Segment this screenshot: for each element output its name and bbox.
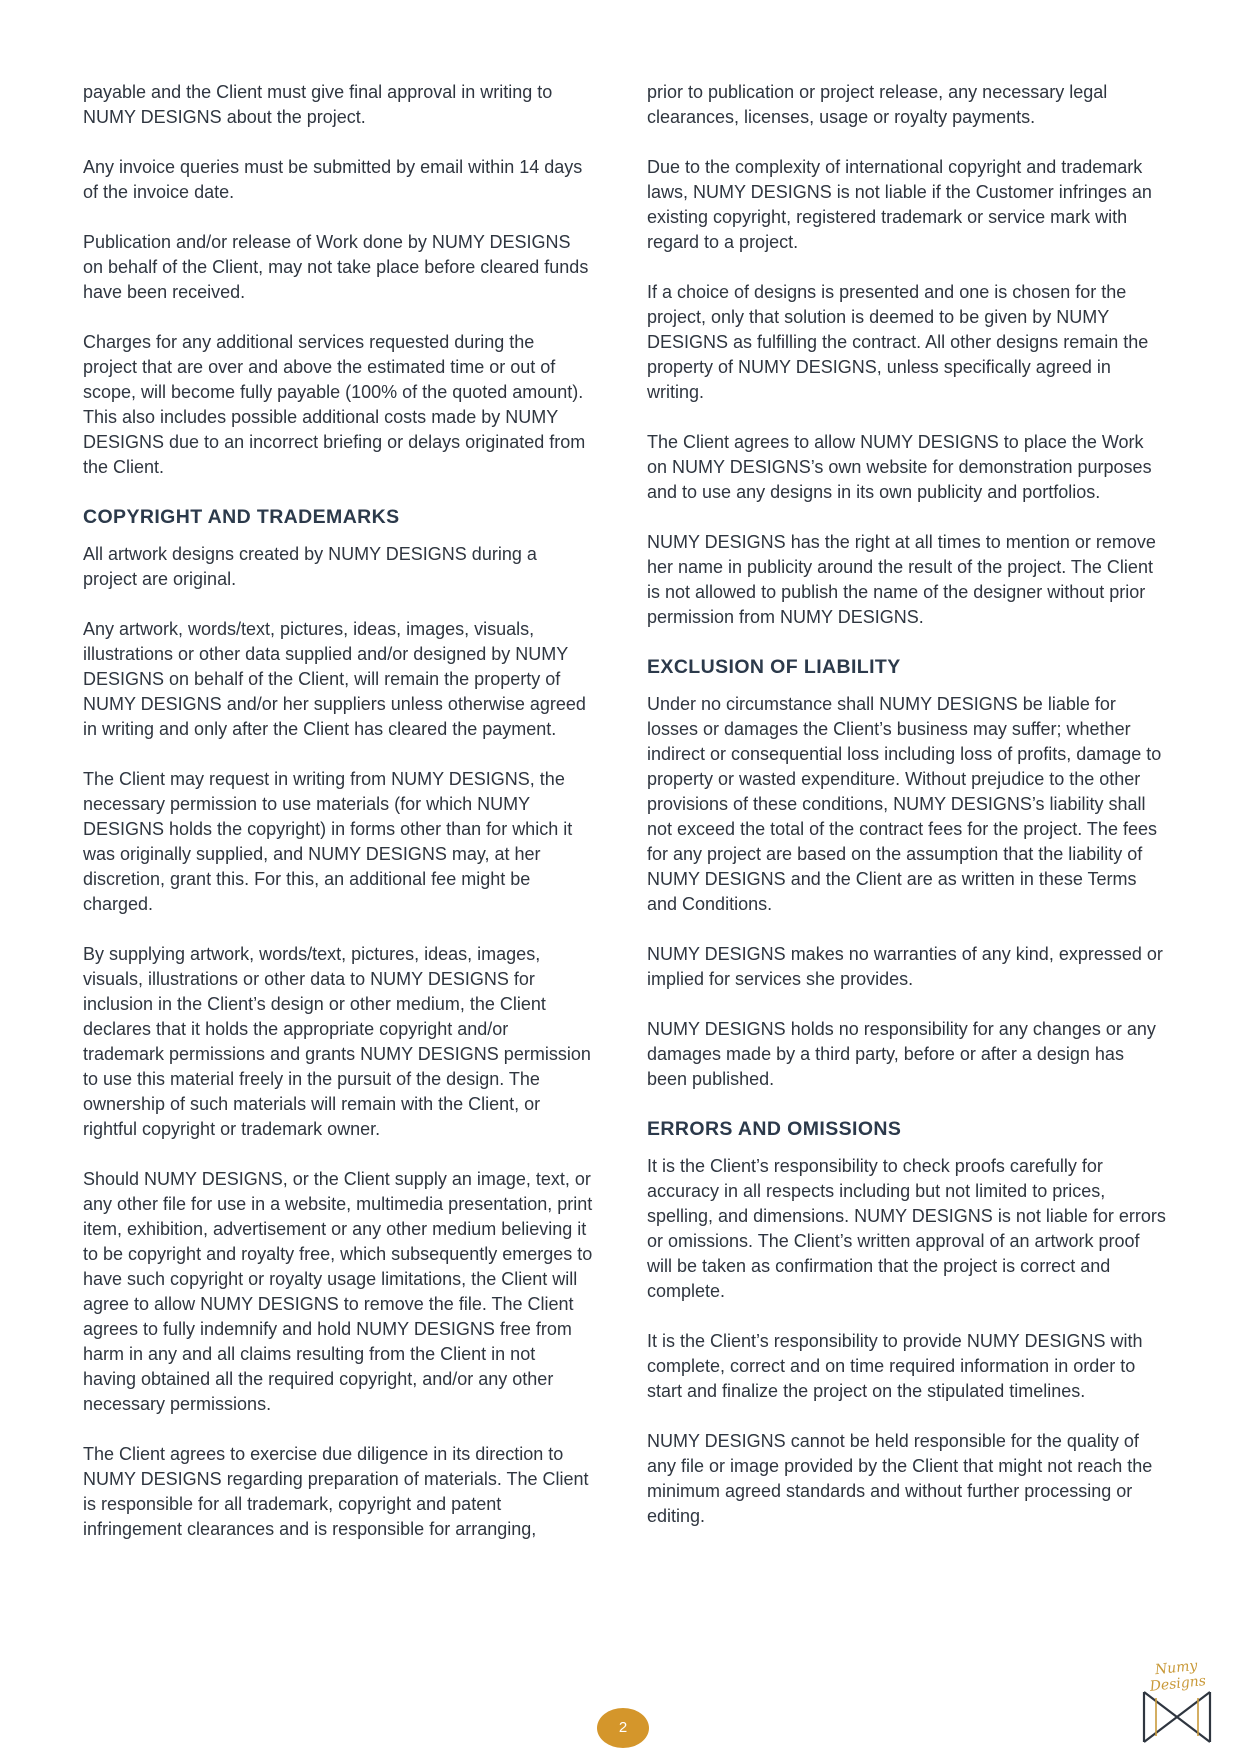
numy-designs-monogram-icon — [1140, 1686, 1214, 1748]
right-column — [647, 80, 1167, 1554]
paragraph: Under no circumstance shall NUMY DESIGNS be liable for losses or damages the Client’s business may suffer; whether indirect or consequential loss including loss of profits, damage to property or wasted expenditure. Without prejudice to the other provisions of these conditions, NUMY DESIGNS’s liability shall not exceed the total of the contract fees for the project. The fees for any project are based on the assumption that the liability of NUMY DESIGNS and the Client are as written in these Terms and Conditions. — [647, 694, 1162, 914]
paragraph: Charges for any additional services requested during the project that are over and above the estimated time or out of scope, will become fully payable (100% of the quoted amount). This also includes possible additional costs made by NUMY DESIGNS due to an incorrect briefing or delays originated from the Client. — [83, 332, 586, 477]
paragraph: Publication and/or release of Work done by NUMY DESIGNS on behalf of the Client, may not take place before cleared funds have been received. — [83, 232, 589, 302]
paragraph: NUMY DESIGNS cannot be held responsible for the quality of any file or image provided by the Client that might not reach the minimum agreed standards and without further processing or editing. — [647, 1431, 1153, 1526]
paragraph: NUMY DESIGNS has the right at all times to mention or remove her name in publicity around the result of the project. The Client is not allowed to publish the name of the designer without prior permission from NUMY DESIGNS. — [647, 532, 1156, 627]
paragraph: Should NUMY DESIGNS, or the Client supply an image, text, or any other file for use in a website, multimedia presentation, print item, exhibition, advertisement or any other medium believing it to be copyright and royalty free, which subsequently emerges to have such copyright or royalty usage limitations, the Client will agree to allow NUMY DESIGNS to remove the file. The Client agrees to fully indemnify and hold NUMY DESIGNS free from harm in any and all claims resulting from the Client in not having obtained all the required copyright, and/or any other necessary permissions. — [83, 1169, 593, 1414]
left-column — [83, 80, 593, 1567]
paragraph: Any artwork, words/text, pictures, ideas, images, visuals, illustrations or other data supplied and/or designed by NUMY DESIGNS on behalf of the Client, will remain the property of NUMY DESIGNS and/or her suppliers unless otherwise agreed in writing and only after the Client has cleared the payment. — [83, 619, 586, 739]
section-heading: EXCLUSION OF LIABILITY — [647, 656, 901, 678]
paragraph: If a choice of designs is presented and one is chosen for the project, only that solution is deemed to be given by NUMY DESIGNS as fulfilling the contract. All other designs remain the property of NUMY DESIGNS, unless specifically agreed in writing. — [647, 282, 1149, 402]
paragraph: prior to publication or project release, any necessary legal clearances, licenses, usage or royalty payments. — [647, 82, 1108, 127]
paragraph: The Client agrees to allow NUMY DESIGNS to place the Work on NUMY DESIGNS’s own website for demonstration purposes and to use any designs in its own publicity and portfolios. — [647, 432, 1152, 502]
paragraph: Due to the complexity of international copyright and trademark laws, NUMY DESIGNS is not liable if the Customer infringes an existing copyright, registered trademark or service mark with regard to a project. — [647, 157, 1152, 252]
paragraph: It is the Client’s responsibility to check proofs carefully for accuracy in all respects including but not limited to prices, spelling, and dimensions. NUMY DESIGNS is not liable for errors or omissions. The Client’s written approval of an artwork proof will be taken as confirmation that the project is correct and complete. — [647, 1156, 1166, 1301]
section-heading: ERRORS AND OMISSIONS — [647, 1118, 902, 1140]
paragraph: All artwork designs created by NUMY DESIGNS during a project are original. — [83, 544, 537, 589]
paragraph: payable and the Client must give final approval in writing to NUMY DESIGNS about the project. — [83, 82, 553, 127]
section-heading: COPYRIGHT AND TRADEMARKS — [83, 506, 400, 528]
paragraph: Any invoice queries must be submitted by email within 14 days of the invoice date. — [83, 157, 583, 202]
paragraph: By supplying artwork, words/text, pictures, ideas, images, visuals, illustrations or other data to NUMY DESIGNS for inclusion in the Client’s design or other medium, the Client declares that it holds the appropriate copyright and/or trademark permissions and grants NUMY DESIGNS permission to use this material freely in the pursuit of the design. The ownership of such materials will remain with the Client, or rightful copyright or trademark owner. — [83, 944, 591, 1139]
brand-logo — [1126, 1657, 1228, 1750]
paragraph: It is the Client’s responsibility to provide NUMY DESIGNS with complete, correct and on time required information in order to start and finalize the project on the stipulated timelines. — [647, 1331, 1143, 1401]
logo-wordmark: Numy Designs — [1148, 1657, 1207, 1695]
paragraph: NUMY DESIGNS holds no responsibility for any changes or any damages made by a third party, before or after a design has been published. — [647, 1019, 1156, 1089]
paragraph: The Client agrees to exercise due diligence in its direction to NUMY DESIGNS regarding preparation of materials. The Client is responsible for all trademark, copyright and patent infringement clearances and is responsible for arranging, — [83, 1444, 589, 1539]
paragraph: NUMY DESIGNS makes no warranties of any kind, expressed or implied for services she provides. — [647, 944, 1163, 989]
page-number-badge: 2 — [597, 1708, 649, 1748]
paragraph: The Client may request in writing from NUMY DESIGNS, the necessary permission to use materials (for which NUMY DESIGNS holds the copyright) in forms other than for which it was originally supplied, and NUMY DESIGNS may, at her discretion, grant this. For this, an additional fee might be charged. — [83, 769, 573, 914]
